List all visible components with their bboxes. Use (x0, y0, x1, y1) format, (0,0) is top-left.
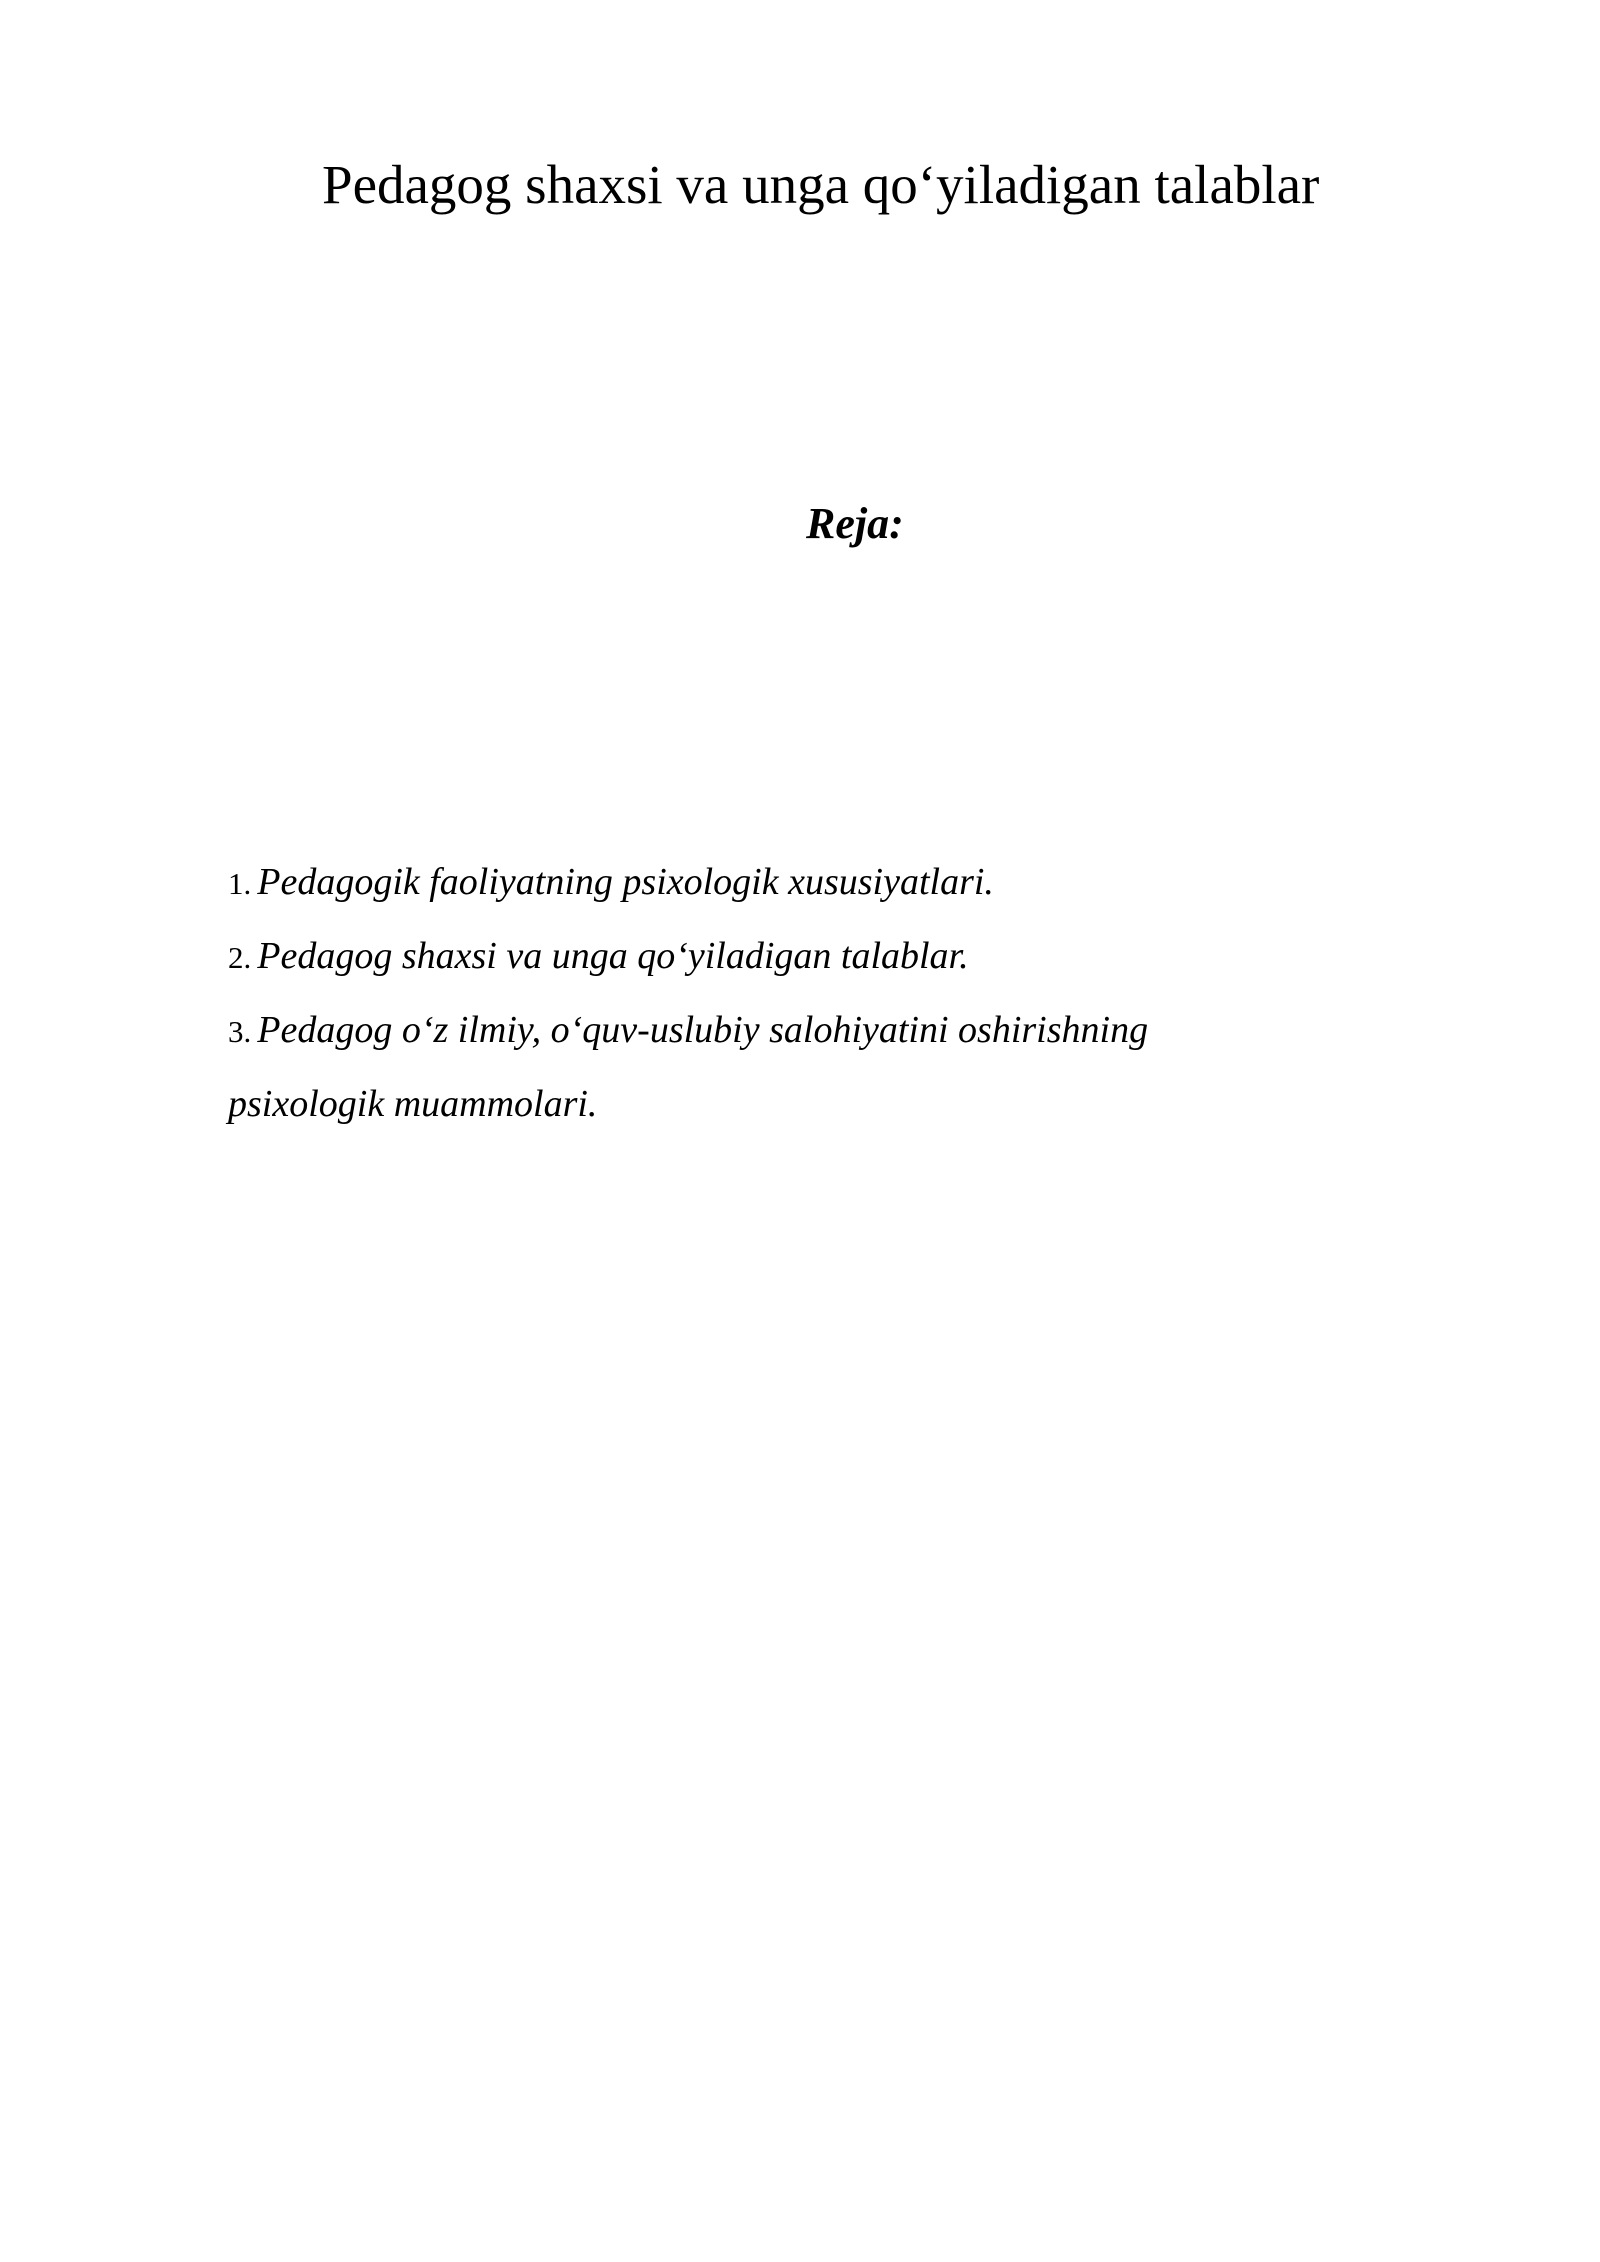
plan-item-number: 1. (228, 866, 252, 901)
plan-item-1 (228, 846, 1408, 920)
plan-item-2 (228, 920, 1408, 994)
plan-item-number: 2. (228, 940, 252, 975)
document-title: Pedagog shaxsi va unga qo‘yiladigan talablar (322, 154, 1320, 215)
plan-list (228, 846, 1408, 1141)
plan-item-continuation: psixologik muammolari. (228, 1083, 598, 1125)
plan-item-text: Pedagog shaxsi va unga qo‘yiladigan talablar. (257, 935, 969, 977)
plan-item-3 (228, 994, 1408, 1141)
plan-item-text: Pedagog o‘z ilmiy, o‘quv-uslubiy salohiyatini oshirishning (257, 1009, 1149, 1051)
plan-heading: Reja: (806, 499, 904, 548)
plan-item-number: 3. (228, 1014, 252, 1049)
plan-item-text: Pedagogik faoliyatning psixologik xususiyatlari. (257, 861, 994, 903)
